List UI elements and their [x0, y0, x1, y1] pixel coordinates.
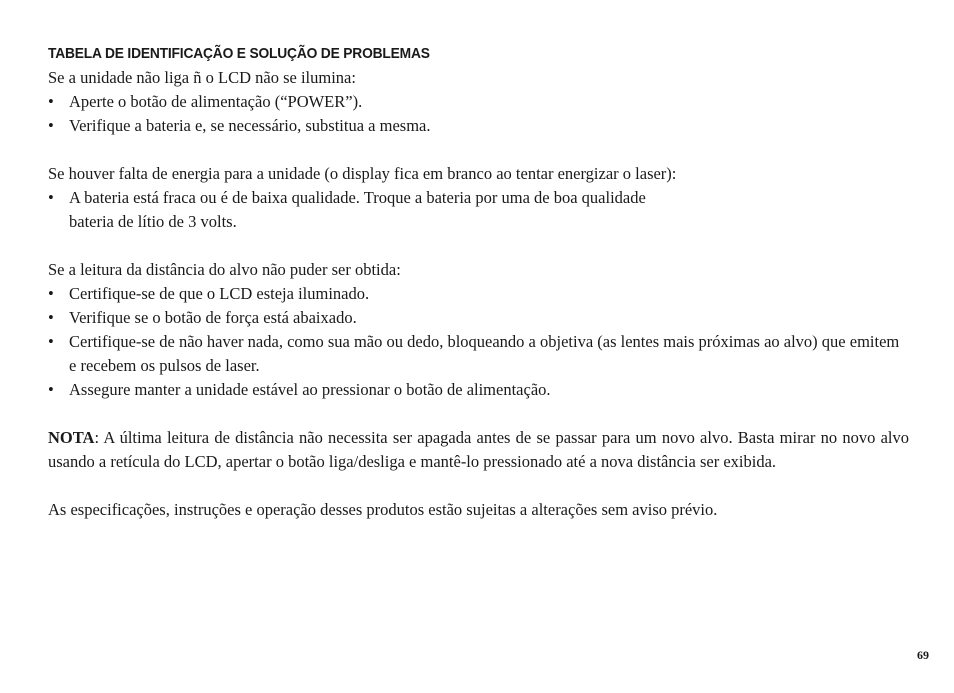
note-label: NOTA: [48, 428, 95, 447]
list-item-text: Aperte o botão de alimentação (“POWER”).: [69, 92, 363, 111]
note-paragraph: [48, 426, 909, 474]
list-item-text-line1: A bateria está fraca ou é de baixa qualidade. Troque a bateria por uma de boa qualidade: [69, 188, 646, 207]
bullet-icon: •: [48, 308, 54, 327]
list-item: [48, 378, 909, 402]
list-item: [48, 306, 909, 330]
list-item: [48, 330, 909, 378]
bullet-icon: •: [48, 380, 54, 399]
list-item-text-line2: bateria de lítio de 3 volts.: [69, 212, 237, 231]
list-item-text: Assegure manter a unidade estável ao pressionar o botão de alimentação.: [69, 380, 551, 399]
bullet-icon: •: [48, 116, 54, 135]
bullet-icon: •: [48, 92, 54, 111]
section2-list: [48, 186, 909, 234]
section3-list: [48, 282, 909, 402]
list-item: [48, 90, 909, 114]
list-item-text: Certifique-se de que o LCD esteja iluminado.: [69, 284, 370, 303]
bullet-icon: •: [48, 284, 54, 303]
section1-list: [48, 90, 909, 138]
page-number: 69: [917, 648, 929, 662]
page-heading: TABELA DE IDENTIFICAÇÃO E SOLUÇÃO DE PROBLEMAS: [48, 45, 430, 62]
bullet-icon: •: [48, 188, 54, 207]
list-item: [48, 114, 909, 138]
list-item-text: Verifique a bateria e, se necessário, substitua a mesma.: [69, 116, 431, 135]
list-item: [48, 282, 909, 306]
list-item-text: Certifique-se de não haver nada, como sua mão ou dedo, bloqueando a objetiva (as lentes mais próximas ao alvo) que emitem e recebem os pulsos de laser.: [69, 332, 900, 375]
document-page: [48, 44, 909, 522]
list-item: [48, 186, 909, 234]
section2-intro: Se houver falta de energia para a unidade (o display fica em branco ao tentar energizar o laser):: [48, 164, 677, 183]
note-text: : A última leitura de distância não necessita ser apagada antes de se passar para um novo alvo. Basta mirar no novo alvo usando a retícula do LCD, apertar o botão liga/desliga e mantê-lo pressionado até a nova distância ser exibida.: [48, 428, 909, 471]
list-item-text: Verifique se o botão de força está abaixado.: [69, 308, 357, 327]
section1-intro: Se a unidade não liga ñ o LCD não se ilumina:: [48, 68, 356, 87]
section3-intro: Se a leitura da distância do alvo não puder ser obtida:: [48, 260, 401, 279]
disclaimer-text: As especificações, instruções e operação desses produtos estão sujeitas a alterações sem aviso prévio.: [48, 500, 718, 519]
bullet-icon: •: [48, 332, 54, 351]
